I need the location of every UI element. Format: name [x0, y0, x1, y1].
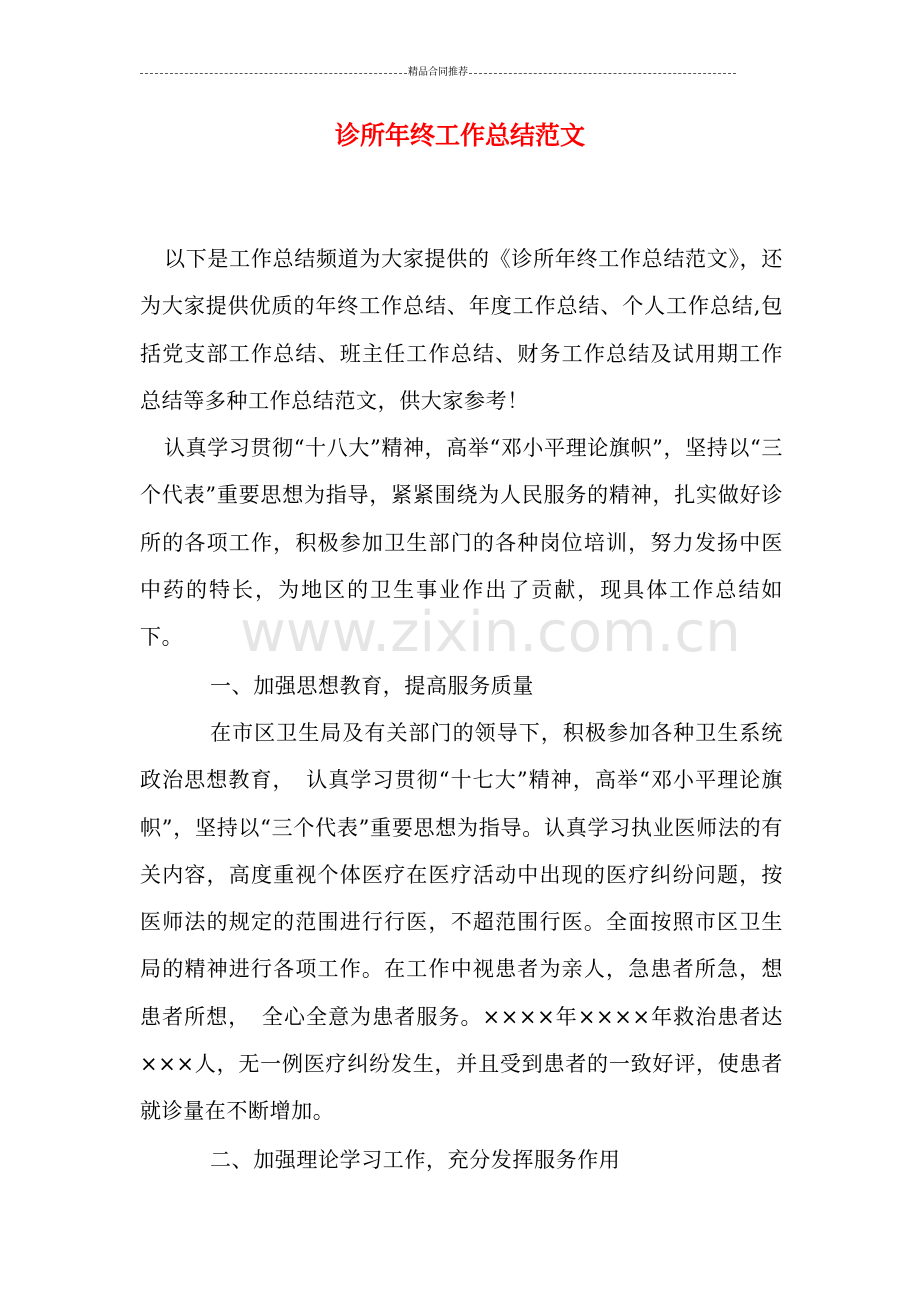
section-heading-2: 二、加强理论学习工作，充分发挥服务作用 — [210, 1147, 621, 1172]
header-dash-left — [140, 73, 407, 74]
header-label: 精品合同推荐 — [408, 67, 468, 78]
section-1-paragraph: 在市区卫生局及有关部门的领导下，积极参加各种卫生系统政治思想教育， 认真学习贯彻“十七大”精神，高举“邓小平理论旗帜”，坚持以“三个代表”重要思想为指导。认真学习执业医师法的有关内容，高度重视个体医疗在医疗活动中出现的医疗纠纷问题，按医师法的规定的范围进行行医，不超范围行医。全面按照市区卫生局的精神进行各项工作。在工作中视患者为亲人，急患者所急，想患者所想， 全心全意为患者服务。××××年××××年救治患者达×××人，无一例医疗纠纷发生，并且受到患者的一致好评，使患者就诊量在不断增加。 — [140, 720, 783, 1124]
overview-paragraph: 认真学习贯彻“十八大”精神，高举“邓小平理论旗帜”，坚持以“三个代表”重要思想为指导，紧紧围绕为人民服务的精神，扎实做好诊所的各项工作，积极参加卫生部门的各种岗位培训，努力发扬中医中药的特长，为地区的卫生事业作出了贡献，现具体工作总结如下。 — [140, 436, 783, 650]
page-header — [140, 66, 736, 80]
document-body — [140, 236, 783, 1184]
watermark: www.zixin.com.cn — [240, 600, 741, 665]
header-dash-right — [469, 73, 736, 74]
document-title: 诊所年终工作总结范文 — [334, 121, 585, 150]
intro-paragraph: 以下是工作总结频道为大家提供的《诊所年终工作总结范文》，还为大家提供优质的年终工作总结、年度工作总结、个人工作总结,包括党支部工作总结、班主任工作总结、财务工作总结及试用期工作总结等多种工作总结范文，供大家参考！ — [140, 247, 783, 413]
section-heading-1: 一、加强思想教育，提高服务质量 — [210, 673, 534, 698]
